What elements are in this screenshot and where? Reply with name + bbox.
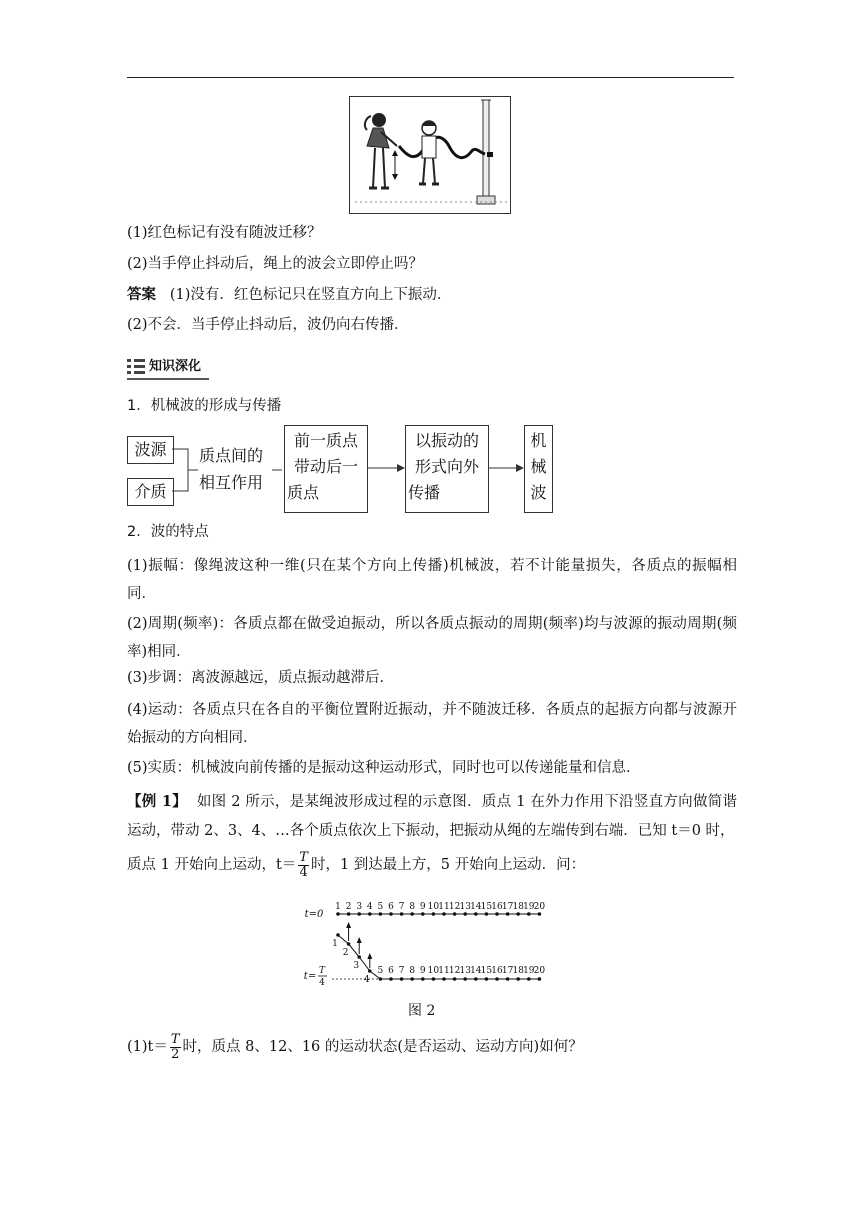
answer-line-2: (2)不会．当手停止抖动后，波仍向右传播． [127, 317, 409, 333]
row2-number-10: 10 [427, 966, 440, 976]
row1-point-3 [357, 912, 361, 916]
row2-point-16 [495, 977, 499, 981]
flow-box-form: 以振动的 形式向外 传播 [405, 425, 489, 513]
row2-arrowhead-4 [367, 953, 372, 959]
row1-number-11: 11 [438, 902, 450, 912]
figure-caption: 图 2 [408, 1003, 436, 1019]
row2-point-3 [357, 955, 361, 959]
row2-point-1 [336, 933, 340, 937]
section-title [127, 357, 209, 377]
answer-text-1: (1)没有．红色标记只在竖直方向上下振动． [169, 287, 452, 303]
feature-4: (4)运动：各质点只在各自的平衡位置附近振动，并不随波迁移．各质点的起振方向都与波源开始振动的方向相同． [127, 702, 737, 746]
header-rule [127, 77, 734, 78]
flow-interaction-1: 质点间的 [199, 446, 264, 465]
row1-point-12 [453, 912, 457, 916]
row2-point-9 [421, 977, 425, 981]
row1-point-19 [527, 912, 531, 916]
flow-box-source: 波源 [127, 436, 174, 464]
question-1: (1)红色标记有没有随波迁移？ [127, 225, 322, 241]
row1-point-9 [421, 912, 425, 916]
row2-number-14: 14 [470, 966, 482, 976]
row2-number-18: 18 [512, 966, 524, 976]
example-label: 【例 1】 [127, 793, 188, 810]
row2-point-12 [453, 977, 457, 981]
row1-number-18: 18 [512, 902, 524, 912]
row2-number-4: 4 [363, 975, 370, 985]
row1-number-7: 7 [398, 902, 405, 912]
row2-label: t= [303, 971, 317, 982]
row2-point-5 [379, 977, 383, 981]
feature-5: (5)实质：机械波向前传播的是振动这种运动形式，同时也可以传递能量和信息． [127, 760, 641, 776]
row2-point-4 [368, 969, 372, 973]
row1-number-2: 2 [345, 902, 352, 912]
row2-point-15 [485, 977, 489, 981]
row2-number-11: 11 [438, 966, 450, 976]
row2-number-15: 15 [480, 966, 493, 976]
row2-point-7 [400, 977, 404, 981]
rope-illustration [349, 96, 511, 214]
flow-box-step: 前一质点 带动后一 质点 [284, 425, 368, 513]
section-title-text: 知识深化 [149, 359, 202, 374]
row1-number-8: 8 [409, 902, 416, 912]
row2-number-17: 17 [501, 966, 514, 976]
row1-number-15: 15 [480, 902, 493, 912]
feature-2: (2)周期(频率)：各质点都在做受迫振动，所以各质点振动的周期(频率)均与波源的振动周期(频率)相同． [127, 616, 737, 660]
row1-point-18 [516, 912, 520, 916]
row1-number-20: 20 [533, 902, 546, 912]
feature-1: (1)振幅：像绳波这种一维(只在某个方向上传播)机械波，若不计能量损失，各质点的振幅相同． [127, 558, 737, 602]
row1-number-4: 4 [366, 902, 373, 912]
topic2-heading: 2．波的特点 [127, 524, 209, 540]
flow-arrow-2 [488, 462, 526, 474]
topic1-heading: 1．机械波的形成与传播 [127, 398, 282, 414]
row2-number-20: 20 [533, 966, 546, 976]
row1-point-10 [432, 912, 436, 916]
row1-number-16: 16 [491, 902, 503, 912]
row2-number-9: 9 [419, 966, 426, 976]
row1-label: t=0 [304, 909, 324, 920]
feature-3: (3)步调：离波源越远，质点振动越滞后． [127, 670, 395, 686]
row2-point-8 [410, 977, 414, 981]
row2-arrowhead-3 [357, 937, 362, 943]
row1-point-2 [347, 912, 351, 916]
row1-number-12: 12 [448, 902, 461, 912]
row1-point-7 [400, 912, 404, 916]
row2-arrowhead-2 [346, 922, 351, 928]
flow-arrow-1 [367, 462, 407, 474]
row2-point-18 [516, 977, 520, 981]
row1-point-20 [538, 912, 542, 916]
row2-frac-den: 4 [319, 978, 325, 988]
row1-point-8 [410, 912, 414, 916]
row2-number-1: 1 [332, 939, 338, 949]
row1-point-5 [379, 912, 383, 916]
row2-point-10 [432, 977, 436, 981]
row1-number-1: 1 [335, 902, 341, 912]
row2-number-7: 7 [398, 966, 405, 976]
example-text-2: 质点 1 开始向上运动，t＝ $\frac{T}{4}$ 时，1 到达最上方，5 开始向上运动．问： [127, 849, 586, 880]
row1-number-6: 6 [388, 902, 394, 912]
row1-point-14 [474, 912, 478, 916]
wave-figure [300, 895, 570, 995]
section-icon [127, 359, 145, 374]
row1-number-5: 5 [377, 902, 384, 912]
answer-label: 答案 [127, 286, 156, 303]
row1-number-13: 13 [459, 902, 471, 912]
row1-point-4 [368, 912, 372, 916]
row2-point-19 [527, 977, 531, 981]
row1-number-17: 17 [501, 902, 514, 912]
row1-number-14: 14 [470, 902, 482, 912]
row2-point-20 [538, 977, 542, 981]
row2-number-16: 16 [491, 966, 503, 976]
figure-row-t0 [305, 902, 546, 920]
row2-point-2 [347, 942, 351, 946]
row2-point-14 [474, 977, 478, 981]
row1-point-13 [463, 912, 467, 916]
row2-number-3: 3 [353, 961, 360, 971]
row1-number-9: 9 [419, 902, 426, 912]
row1-point-1 [336, 912, 340, 916]
flow-box-result: 机 械 波 [524, 425, 553, 513]
row1-point-11 [442, 912, 446, 916]
flow-interaction-2: 相互作用 [199, 473, 264, 492]
row2-point-6 [389, 977, 393, 981]
answer-line-1 [127, 285, 451, 305]
row2-number-12: 12 [448, 966, 461, 976]
row1-number-19: 19 [523, 902, 535, 912]
row2-number-6: 6 [388, 966, 394, 976]
figure-row-tT4 [304, 922, 546, 988]
row1-number-3: 3 [356, 902, 363, 912]
row1-point-16 [495, 912, 499, 916]
row2-number-5: 5 [377, 966, 384, 976]
question-2: (2)当手停止抖动后，绳上的波会立即停止吗？ [127, 256, 424, 272]
row1-point-15 [485, 912, 489, 916]
row1-point-6 [389, 912, 393, 916]
row1-number-10: 10 [427, 902, 440, 912]
row2-number-19: 19 [523, 966, 535, 976]
row2-point-13 [463, 977, 467, 981]
flow-box-medium: 介质 [127, 478, 174, 506]
row2-number-13: 13 [459, 966, 471, 976]
row2-point-17 [506, 977, 510, 981]
example-question-1: (1)t＝ $\frac{T}{2}$ 时，质点 8、12、16 的运动状态(是否运动、运动方向)如何？ [127, 1031, 583, 1062]
row1-point-17 [506, 912, 510, 916]
row2-point-11 [442, 977, 446, 981]
example-text: 【例 1】 如图 2 所示，是某绳波形成过程的示意图．质点 1 在外力作用下沿竖直方向做简谐运动，带动 2、3、4、…各个质点依次上下振动，把振动从绳的左端传到右端．已知 t＝0 时， [127, 793, 737, 839]
row2-number-2: 2 [342, 948, 349, 958]
row2-number-8: 8 [409, 966, 416, 976]
row2-frac-num: T [318, 966, 326, 976]
